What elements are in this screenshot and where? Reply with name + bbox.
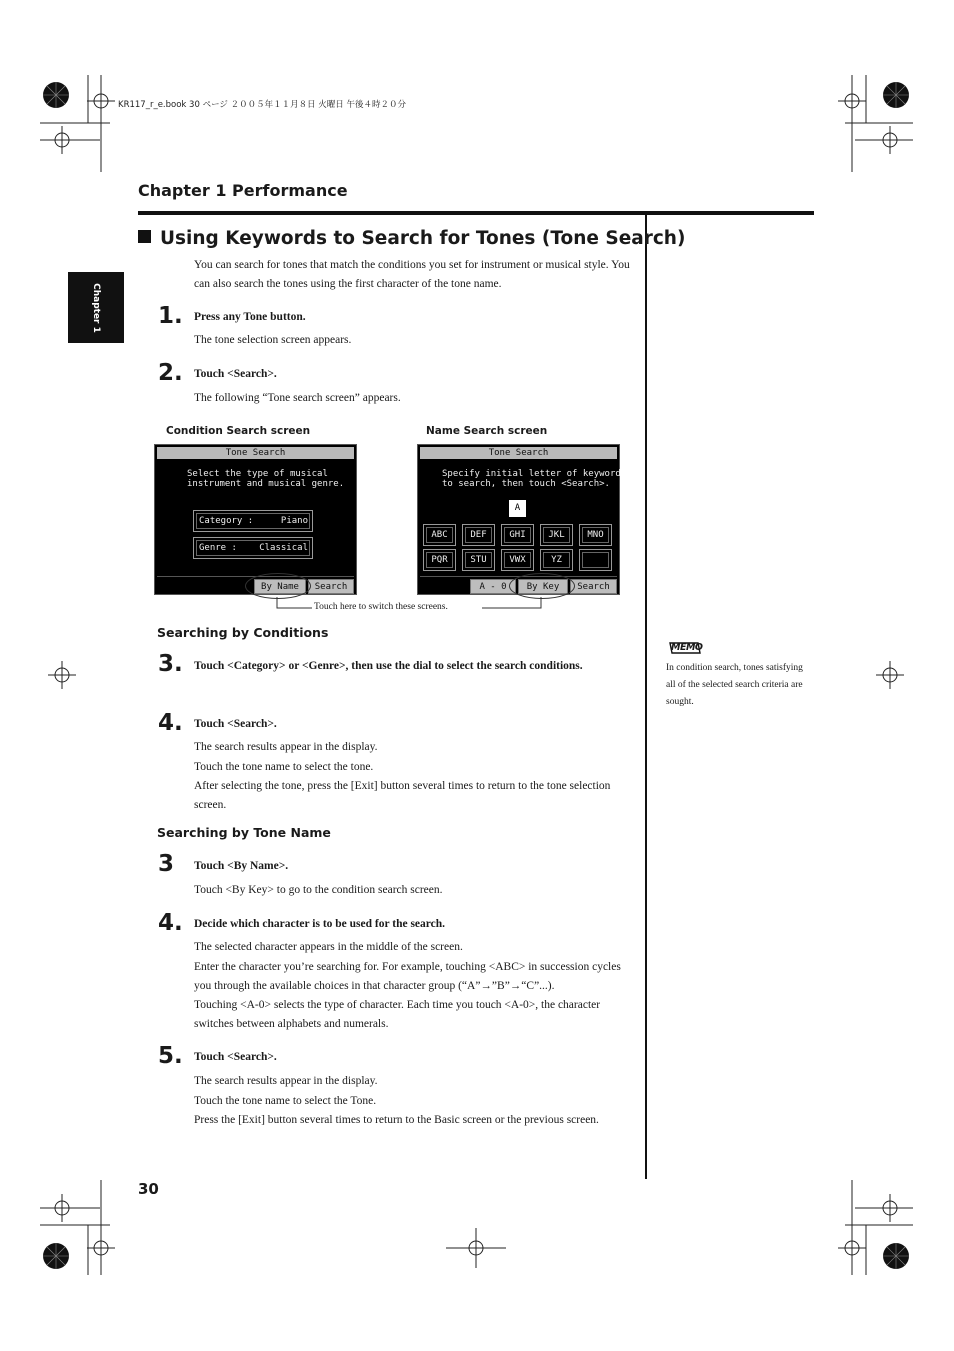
step-body: The search results appear in the display. bbox=[194, 741, 378, 753]
by-key-button[interactable]: By Key bbox=[518, 579, 568, 594]
section-title-text: Using Keywords to Search for Tones (Tone Search) bbox=[160, 228, 686, 249]
page-number: 30 bbox=[138, 1180, 159, 1198]
step-body: Touch the tone name to select the Tone. bbox=[194, 1095, 377, 1107]
field-label: Genre : bbox=[199, 543, 237, 553]
memo-label: MEMO bbox=[671, 642, 703, 653]
screen-title: Tone Search bbox=[420, 447, 617, 459]
step-body: Touch <By Key> to go to the condition search screen. bbox=[194, 884, 443, 896]
subheading-tone-name: Searching by Tone Name bbox=[157, 825, 331, 840]
step-title: Decide which character is to be used for the search. bbox=[194, 918, 446, 930]
char-button-jkl[interactable]: JKL bbox=[540, 524, 573, 546]
screen-message: Specify initial letter of keyword to search, then touch <Search>. bbox=[442, 469, 621, 489]
step-body: Enter the character you’re searching for. For example, touching <ABC> in succession cycles you through the available choices in that character group (“A”→”B”→“C”...). bbox=[194, 961, 621, 992]
char-button-abc[interactable]: ABC bbox=[423, 524, 456, 546]
search-button[interactable]: Search bbox=[570, 579, 617, 594]
step-body: The search results appear in the display. bbox=[194, 1075, 378, 1087]
char-button-yz[interactable]: YZ bbox=[540, 549, 573, 571]
side-tab-label: Chapter 1 bbox=[91, 282, 101, 333]
screen-message: Select the type of musical instrument and musical genre. bbox=[187, 469, 345, 489]
name-screen-caption: Name Search screen bbox=[426, 425, 548, 437]
step-title: Touch <By Name>. bbox=[194, 860, 289, 872]
step-title: Touch <Category> or <Genre>, then use the dial to select the search conditions. bbox=[194, 660, 583, 672]
step-body: The following “Tone search screen” appears. bbox=[194, 392, 401, 404]
step-body: After selecting the tone, press the [Exit] button several times to return to the tone selection screen. bbox=[194, 780, 611, 811]
memo-icon bbox=[668, 640, 702, 656]
field-value: Classical bbox=[259, 543, 308, 553]
char-button-mno[interactable]: MNO bbox=[579, 524, 612, 546]
char-button-ghi[interactable]: GHI bbox=[501, 524, 534, 546]
a-0-button[interactable]: A - 0 bbox=[470, 579, 516, 594]
callout-text: Touch here to switch these screens. bbox=[314, 602, 448, 612]
step-number: 3 bbox=[158, 851, 175, 877]
search-button[interactable]: Search bbox=[308, 579, 354, 594]
step-body: The selected character appears in the middle of the screen. bbox=[194, 941, 463, 953]
step-title: Touch <Search>. bbox=[194, 718, 277, 730]
screen-title: Tone Search bbox=[157, 447, 354, 459]
step-title: Touch <Search>. bbox=[194, 1051, 277, 1063]
char-button-def[interactable]: DEF bbox=[462, 524, 495, 546]
subheading-conditions: Searching by Conditions bbox=[157, 625, 329, 640]
chapter-heading: Chapter 1 Performance bbox=[138, 181, 348, 200]
step-number: 4. bbox=[158, 910, 183, 936]
char-button-vwx[interactable]: VWX bbox=[501, 549, 534, 571]
step-number: 5. bbox=[158, 1043, 183, 1069]
step-title: Press any Tone button. bbox=[194, 311, 306, 323]
step-body: Press the [Exit] button several times to return to the Basic screen or the previous screen. bbox=[194, 1114, 599, 1126]
condition-screen-caption: Condition Search screen bbox=[166, 425, 311, 437]
char-button-stu[interactable]: STU bbox=[462, 549, 495, 571]
step-body: Touch the tone name to select the tone. bbox=[194, 761, 374, 773]
step-title: Touch <Search>. bbox=[194, 368, 277, 380]
intro-paragraph: You can search for tones that match the conditions you set for instrument or musical style. You can also search the tones using the first character of the tone name. bbox=[194, 259, 630, 290]
step-number: 4. bbox=[158, 710, 183, 736]
print-header: KR117_r_e.book 30 ページ ２００５年１１月８日 火曜日 午後４時２０分 bbox=[118, 100, 407, 110]
by-name-button[interactable]: By Name bbox=[254, 579, 306, 594]
step-number: 2. bbox=[158, 360, 183, 386]
selected-character: A bbox=[509, 500, 526, 517]
memo-text: In condition search, tones satisfying all of the selected search criteria are sought. bbox=[666, 663, 803, 707]
step-body: Touching <A-0> selects the type of character. Each time you touch <A-0>, the character switches between alphabets and numerals. bbox=[194, 999, 601, 1030]
step-body: The tone selection screen appears. bbox=[194, 334, 352, 346]
field-value: Piano bbox=[280, 516, 308, 526]
field-label: Category : bbox=[199, 516, 254, 526]
char-button-pqr[interactable]: PQR bbox=[423, 549, 456, 571]
step-number: 1. bbox=[158, 303, 183, 329]
step-number: 3. bbox=[158, 651, 183, 677]
